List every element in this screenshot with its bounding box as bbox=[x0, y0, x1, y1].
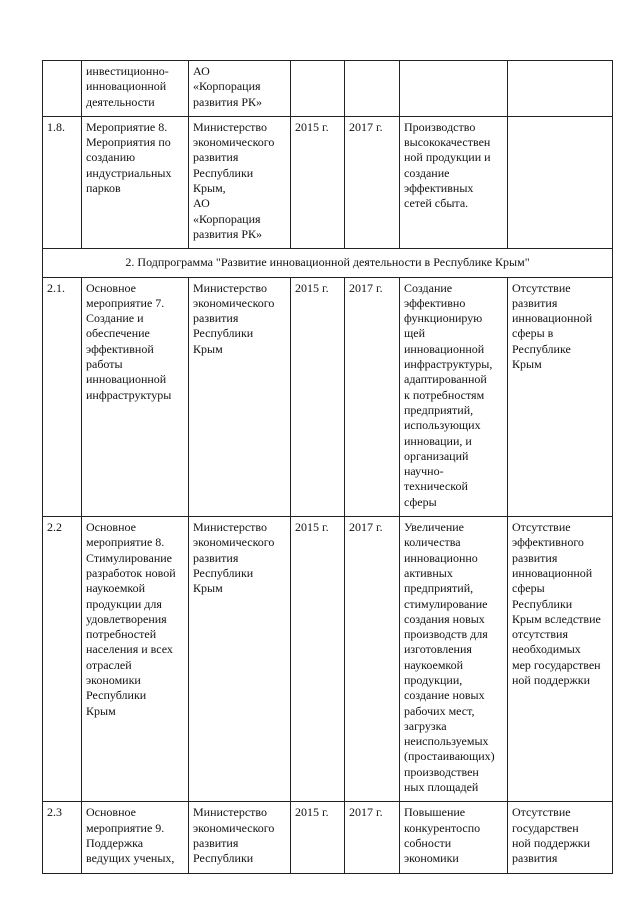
row-number-cell: 2.1. bbox=[43, 277, 82, 516]
table-row bbox=[43, 116, 613, 248]
executor-cell: Министерство экономического развития Республики Крым, АО «Корпорация развития РК» bbox=[189, 116, 291, 248]
consequence-cell: Отсутствие развития инновационной сферы в Республике Крым bbox=[508, 277, 613, 516]
end-year-cell bbox=[345, 61, 400, 117]
start-year-cell: 2015 г. bbox=[291, 116, 345, 248]
end-year-cell: 2017 г. bbox=[345, 517, 400, 802]
measure-name-cell: инвестиционно- инновационной деятельности bbox=[82, 61, 189, 117]
table-row bbox=[43, 61, 613, 117]
row-number-cell: 1.8. bbox=[43, 116, 82, 248]
measure-name-cell: Основное мероприятие 7. Создание и обеспечение эффективной работы инновационной инфраструктуры bbox=[82, 277, 189, 516]
executor-cell: Министерство экономического развития Республики Крым bbox=[189, 517, 291, 802]
table-row bbox=[43, 277, 613, 516]
section-header-row bbox=[43, 249, 613, 277]
measure-name-cell: Основное мероприятие 8. Стимулирование разработок новой наукоемкой продукции для удовлетворения потребностей населения и всех отраслей экономики Республики Крым bbox=[82, 517, 189, 802]
expected-result-cell: Повышение конкурентоспо собности экономики bbox=[400, 802, 508, 873]
executor-cell: Министерство экономического развития Республики Крым bbox=[189, 277, 291, 516]
start-year-cell: 2015 г. bbox=[291, 517, 345, 802]
row-number-cell bbox=[43, 61, 82, 117]
expected-result-cell: Увеличение количества инновационно активных предприятий, стимулирование создания новых производств для изготовления наукоемкой продукции, создание новых рабочих мест, загрузка неиспользуемых (простаивающих) производствен ных площадей bbox=[400, 517, 508, 802]
table-row bbox=[43, 517, 613, 802]
expected-result-cell: Производство высококачествен ной продукции и создание эффективных сетей сбыта. bbox=[400, 116, 508, 248]
table-row bbox=[43, 802, 613, 873]
measure-name-cell: Мероприятие 8. Мероприятия по созданию индустриальных парков bbox=[82, 116, 189, 248]
start-year-cell: 2015 г. bbox=[291, 277, 345, 516]
consequence-cell bbox=[508, 61, 613, 117]
program-measures-table bbox=[42, 60, 613, 874]
start-year-cell: 2015 г. bbox=[291, 802, 345, 873]
consequence-cell bbox=[508, 116, 613, 248]
executor-cell: АО «Корпорация развития РК» bbox=[189, 61, 291, 117]
subprogram-title: 2. Подпрограмма "Развитие инновационной деятельности в Республике Крым" bbox=[43, 249, 613, 277]
end-year-cell: 2017 г. bbox=[345, 802, 400, 873]
executor-cell: Министерство экономического развития Республики bbox=[189, 802, 291, 873]
row-number-cell: 2.3 bbox=[43, 802, 82, 873]
end-year-cell: 2017 г. bbox=[345, 277, 400, 516]
expected-result-cell: Создание эффективно функционирую щей инновационной инфраструктуры, адаптированной к потребностям предприятий, использующих инновации, и организаций научно- технической сферы bbox=[400, 277, 508, 516]
consequence-cell: Отсутствие эффективного развития инновационной сферы Республики Крым вследствие отсутствия необходимых мер государствен ной поддержки bbox=[508, 517, 613, 802]
expected-result-cell bbox=[400, 61, 508, 117]
start-year-cell bbox=[291, 61, 345, 117]
measure-name-cell: Основное мероприятие 9. Поддержка ведущих ученых, bbox=[82, 802, 189, 873]
row-number-cell: 2.2 bbox=[43, 517, 82, 802]
consequence-cell: Отсутствие государствен ной поддержки развития bbox=[508, 802, 613, 873]
end-year-cell: 2017 г. bbox=[345, 116, 400, 248]
